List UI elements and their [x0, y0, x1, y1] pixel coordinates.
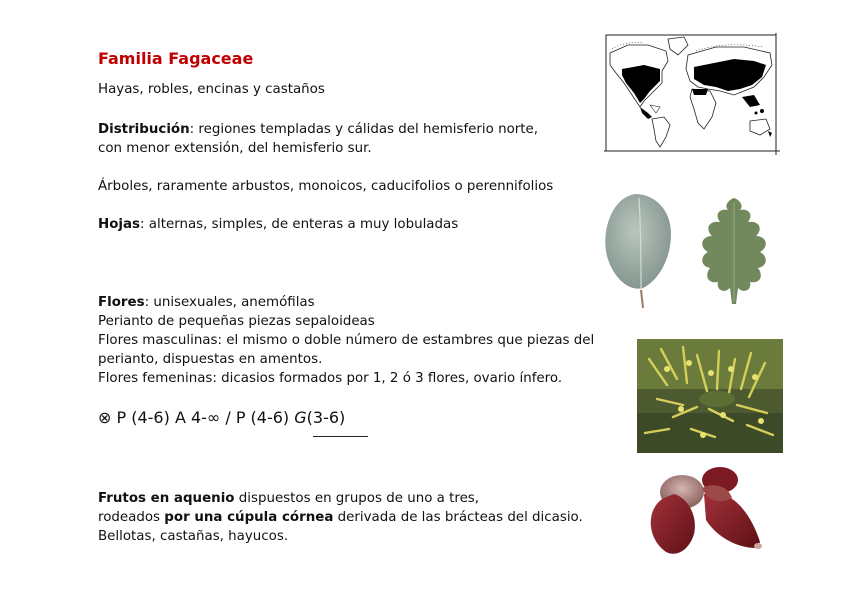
entire-leaf-photo: [603, 192, 675, 310]
flores-label: Flores: [98, 295, 145, 310]
hojas-line: [98, 216, 458, 234]
formula-gynoecium-letter: G: [294, 408, 307, 427]
page-title: Familia Fagaceae: [98, 49, 254, 68]
flores-line5: Flores femeninas: dicasios formados por 1, 2 ó 3 flores, ovario ínfero.: [98, 371, 563, 386]
hojas-label: Hojas: [98, 217, 141, 232]
frutos-bold2: por una cúpula córnea: [164, 510, 334, 525]
frutos-text2b: derivada de las brácteas del dicasio.: [333, 510, 583, 525]
distribucion-label: Distribución: [98, 122, 190, 137]
acorns-photo: [640, 464, 766, 560]
frutos-bold1: Frutos en aquenio: [98, 491, 235, 506]
frutos-line2: [98, 509, 583, 527]
frutos-text1: dispuestos en grupos de uno a tres,: [234, 491, 480, 506]
distribucion-text: : regiones templadas y cálidas del hemisferio norte,: [189, 122, 539, 137]
distribucion-line1: [98, 121, 538, 139]
distribution-map: [604, 33, 780, 155]
distribucion-line2: con menor extensión, del hemisferio sur.: [98, 141, 372, 156]
flores-line3: Flores masculinas: el mismo o doble número de estambres que piezas del: [98, 333, 595, 348]
formula-gynoecium: (3-6): [306, 408, 346, 427]
inferior-ovary-bar: [313, 436, 368, 437]
flores-line2: Perianto de pequeñas piezas sepaloideas: [98, 314, 375, 329]
subtitle: Hayas, robles, encinas y castaños: [98, 82, 325, 97]
flores-line4: perianto, dispuestas en amentos.: [98, 352, 323, 367]
hojas-text: : alternas, simples, de enteras a muy lobuladas: [140, 217, 459, 232]
lobed-leaf-photo: [694, 196, 774, 312]
floral-formula: [98, 408, 345, 427]
actinomorphic-symbol: ⊗: [98, 408, 112, 427]
frutos-line3: Bellotas, castañas, hayucos.: [98, 529, 289, 544]
formula-text: P (4-6) A 4-∞ / P (4-6): [116, 408, 295, 427]
arboles-text: Árboles, raramente arbustos, monoicos, caducifolios o perennifolios: [98, 179, 554, 194]
catkins-photo: [637, 339, 783, 453]
frutos-text2a: rodeados: [98, 510, 165, 525]
flores-text: : unisexuales, anemófilas: [144, 295, 315, 310]
frutos-line1: [98, 490, 479, 508]
flores-line1: [98, 294, 315, 312]
